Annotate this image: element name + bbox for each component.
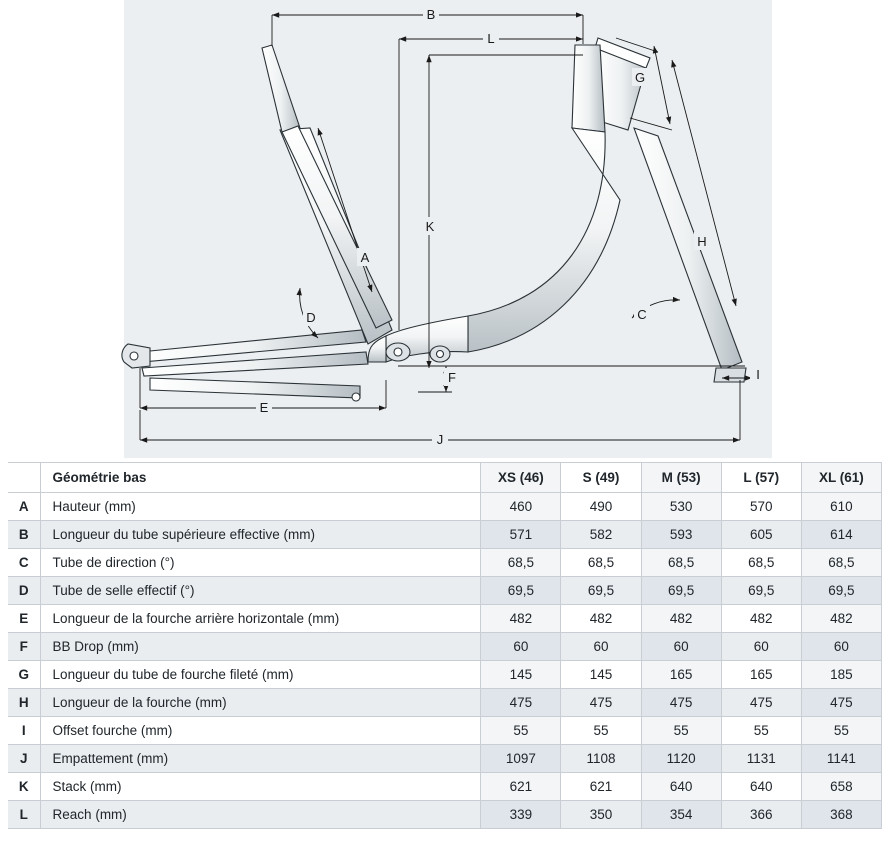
row-value: 640 [721,773,801,801]
geometry-table-container [8,462,882,829]
row-value: 482 [481,605,561,633]
row-value: 571 [481,521,561,549]
row-letter: B [8,521,40,549]
table-row [8,521,882,549]
row-value: 60 [801,633,881,661]
row-value: 165 [641,661,721,689]
table-row [8,493,882,521]
row-letter: I [8,717,40,745]
row-value: 482 [641,605,721,633]
row-description: Tube de selle effectif (°) [40,577,481,605]
row-value: 621 [561,773,641,801]
row-description: Longueur du tube de fourche fileté (mm) [40,661,481,689]
dim-label-E: E [259,400,269,415]
row-value: 55 [801,717,881,745]
row-letter: D [8,577,40,605]
row-value: 460 [481,493,561,521]
row-description: Empattement (mm) [40,745,481,773]
row-letter: F [8,633,40,661]
row-letter: H [8,689,40,717]
row-description: Offset fourche (mm) [40,717,481,745]
row-value: 145 [561,661,641,689]
row-letter: G [8,661,40,689]
geometry-table-head [8,463,882,493]
row-value: 1097 [481,745,561,773]
row-value: 482 [721,605,801,633]
table-row [8,549,882,577]
row-value: 640 [641,773,721,801]
row-value: 69,5 [561,577,641,605]
row-value: 68,5 [561,549,641,577]
row-value: 185 [801,661,881,689]
dim-label-B: B [426,7,436,22]
header-size-s: S (49) [561,463,641,493]
row-value: 482 [561,605,641,633]
row-value: 60 [561,633,641,661]
row-value: 482 [801,605,881,633]
table-row [8,717,882,745]
row-description: Longueur de la fourche arrière horizontale (mm) [40,605,481,633]
row-letter: A [8,493,40,521]
header-size-m: M (53) [641,463,721,493]
table-row [8,773,882,801]
row-description: Tube de direction (°) [40,549,481,577]
row-description: Reach (mm) [40,801,481,829]
geometry-table-body [8,493,882,829]
row-description: Longueur du tube supérieure effective (mm) [40,521,481,549]
row-letter: E [8,605,40,633]
row-letter: K [8,773,40,801]
dim-label-H: H [697,234,707,249]
row-value: 1131 [721,745,801,773]
row-description: Stack (mm) [40,773,481,801]
row-value: 614 [801,521,881,549]
row-description: Longueur de la fourche (mm) [40,689,481,717]
table-row [8,605,882,633]
row-value: 475 [801,689,881,717]
dim-label-D: D [306,310,316,325]
dim-label-F: F [448,370,456,385]
row-letter: J [8,745,40,773]
row-value: 1141 [801,745,881,773]
table-row [8,661,882,689]
dim-label-K: K [425,219,435,234]
row-value: 582 [561,521,641,549]
row-value: 1108 [561,745,641,773]
row-value: 621 [481,773,561,801]
row-value: 55 [561,717,641,745]
row-value: 368 [801,801,881,829]
row-value: 69,5 [801,577,881,605]
dim-label-C: C [637,307,647,322]
row-value: 68,5 [641,549,721,577]
row-value: 475 [561,689,641,717]
table-header-row [8,463,882,493]
row-value: 68,5 [801,549,881,577]
row-value: 55 [481,717,561,745]
row-value: 605 [721,521,801,549]
header-size-xs: XS (46) [481,463,561,493]
row-value: 55 [721,717,801,745]
row-value: 475 [721,689,801,717]
dim-label-A: A [360,250,370,265]
dim-label-G: G [634,70,646,85]
row-value: 69,5 [641,577,721,605]
row-value: 475 [481,689,561,717]
row-value: 658 [801,773,881,801]
row-value: 490 [561,493,641,521]
table-row [8,633,882,661]
row-value: 475 [641,689,721,717]
row-value: 530 [641,493,721,521]
row-value: 593 [641,521,721,549]
row-value: 60 [721,633,801,661]
row-description: BB Drop (mm) [40,633,481,661]
table-row [8,745,882,773]
row-letter: L [8,801,40,829]
row-value: 69,5 [721,577,801,605]
row-value: 69,5 [481,577,561,605]
row-value: 1120 [641,745,721,773]
row-value: 354 [641,801,721,829]
header-letter [8,463,40,493]
geometry-table [8,462,882,829]
row-value: 165 [721,661,801,689]
row-value: 60 [481,633,561,661]
row-value: 366 [721,801,801,829]
row-value: 68,5 [721,549,801,577]
dim-label-L: L [487,31,495,46]
dim-label-J: J [436,432,444,447]
row-letter: C [8,549,40,577]
header-size-xl: XL (61) [801,463,881,493]
row-description: Hauteur (mm) [40,493,481,521]
table-row [8,801,882,829]
row-value: 55 [641,717,721,745]
row-value: 570 [721,493,801,521]
row-value: 68,5 [481,549,561,577]
row-value: 145 [481,661,561,689]
header-title: Géométrie bas [40,463,481,493]
table-row [8,689,882,717]
row-value: 350 [561,801,641,829]
row-value: 60 [641,633,721,661]
dim-label-I: I [756,367,760,382]
row-value: 339 [481,801,561,829]
table-row [8,577,882,605]
header-size-l: L (57) [721,463,801,493]
row-value: 610 [801,493,881,521]
